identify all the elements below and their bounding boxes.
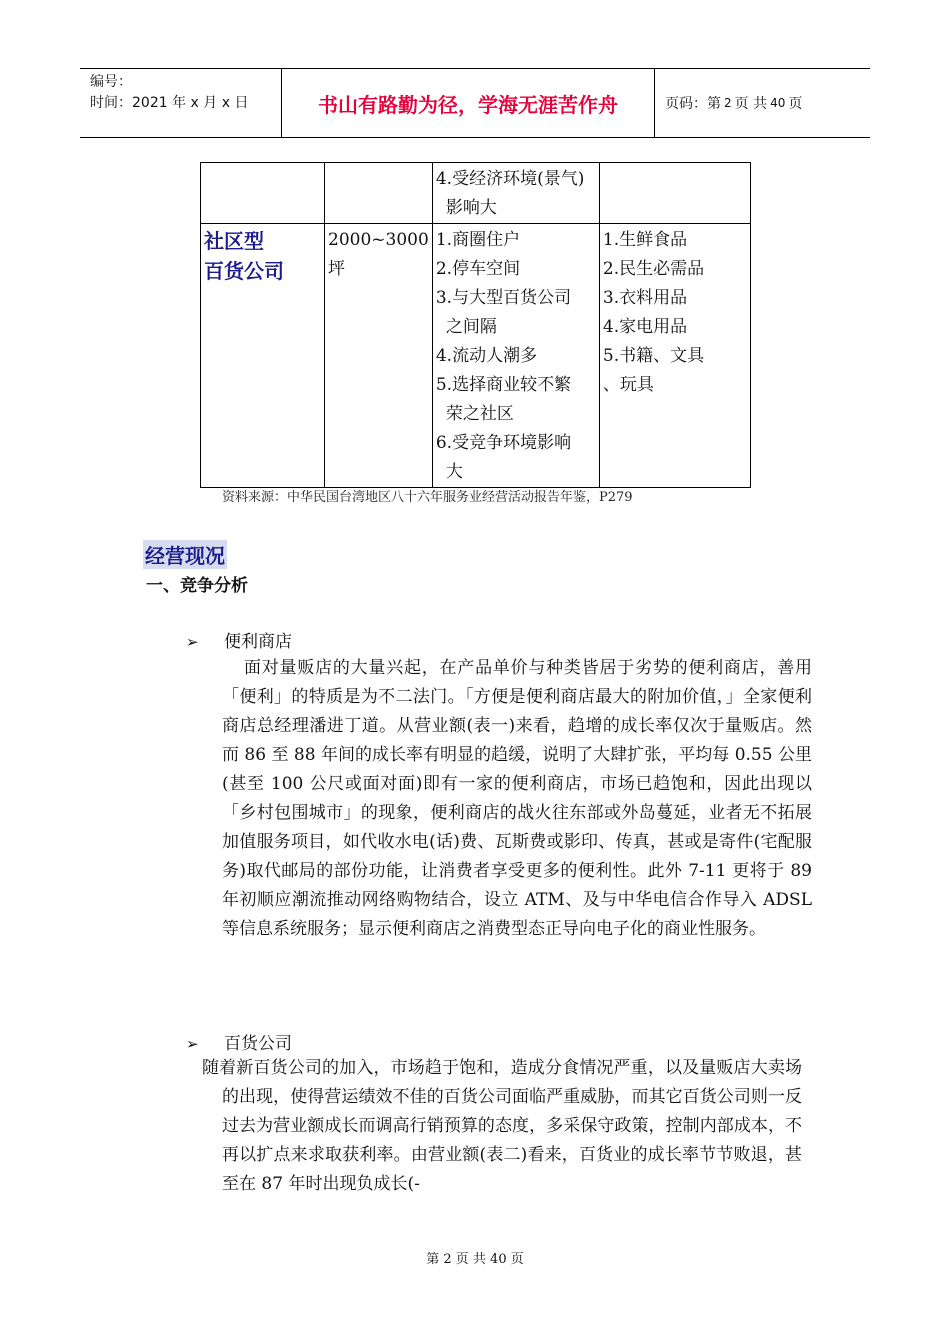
paragraph-department-store: 随着新百货公司的加入，市场趋于饱和，造成分食情况严重，以及量贩店大卖场的出现，使得营运绩效不佳的百货公司面临严重威胁，而其它百货公司则一反过去为营业额成长而调高行销预算的态度，多采保守政策，控制内部成本，不再以扩点来求取获利率。由营业额(表二)看来，百货业的成长率节节败退，甚至在 87 年时出现负成长(- [202,1058,802,1194]
bullet-department-store [186,1029,292,1054]
bullet-convenience-store [186,627,292,652]
table-cell [201,163,325,224]
header-motto: 书山有路勤为径，学海无涯苦作舟 [282,69,655,137]
page-prefix: 页码：第 [665,96,721,112]
paragraph-convenience-store: 面对量贩店的大量兴起，在产品单价与种类皆居于劣势的便利商店，善用「便利」的特质是为不二法门。「方便是便利商店最大的附加价值，」全家便利商店总经理潘进丁道。从营业额(表一)来看，趋增的成长率仅次于量贩店。然而 86 至 88 年间的成长率有明显的趋缓，说明了大肆扩张，平均每 0.55 公里(甚至 100 公尺或面对面)即有一家的便利商店，市场已趋饱和，因此出现以「乡村包围城市」的现象，便利商店的战火往东部或外岛蔓延，业者无不拓展加值服务项目，如代收水电(话)费、瓦斯费或影印、传真，甚或是寄件(宅配服务)取代邮局的部份功能，让消费者享受更多的便利性。此外 7-11 更将于 89 年初顺应潮流推动网络购物结合，设立 ATM、及与中华电信合作导入 ADSL 等信息系统服务；显示便利商店之消费型态正导向电子化的商业性服务。 [222,658,812,939]
table-cell-area [325,224,433,488]
condition-line: 4.流动人潮多 [435,346,538,366]
page-mid: 页 共 [734,96,768,112]
header-page-info [655,69,870,137]
product-line: 、玩具 [602,375,654,395]
condition-cont: 之间隔 [445,317,497,337]
table-row [201,163,751,224]
condition-cont: 大 [445,462,463,482]
table-cell [599,163,750,224]
page-header [80,68,870,138]
condition-line: 6.受竞争环境影响 [435,433,572,453]
product-line: 1.生鲜食品 [602,230,688,250]
subsection-title: 一、竞争分析 [146,576,248,596]
condition-line: 4.受经济环境(景气) [435,169,585,189]
bullet-title: 便利商店 [224,632,292,652]
arrow-bullet-icon: ➢ [186,1035,199,1053]
page-total: 40 [770,96,786,110]
arrow-bullet-icon: ➢ [186,633,199,651]
condition-line: 3.与大型百货公司 [435,288,572,308]
table-source-note: 资料来源：中华民国台湾地区八十六年服务业经营活动报告年鉴，P279 [222,490,633,505]
table-cell-products [599,224,750,488]
bullet-title: 百货公司 [224,1034,292,1054]
condition-cont: 荣之社区 [445,404,514,424]
section-title: 经营现况 [143,540,227,569]
condition-line: 1.商圈住户 [435,230,521,250]
condition-line: 2.停车空间 [435,259,521,279]
condition-cont: 影响大 [445,198,497,218]
condition-line: 5.选择商业较不繁 [435,375,572,395]
area-value: 2000~3000 [328,230,429,250]
header-number: 编号： [90,74,132,90]
product-line: 4.家电用品 [602,317,688,337]
table-cell-conditions [432,224,599,488]
page-footer: 第 2 页 共 40 页 [426,1252,524,1267]
header-time: 时间：2021 年 x 月 x 日 [90,95,249,111]
store-type-table [200,162,751,488]
page-suffix: 页 [788,96,803,112]
header-meta [80,69,282,137]
product-line: 2.民生必需品 [602,259,705,279]
type-name-line1: 社区型 [204,229,264,253]
page-current: 2 [724,96,732,110]
type-name-line2: 百货公司 [204,259,284,283]
table-cell [432,163,599,224]
product-line: 5.书籍、文具 [602,346,705,366]
table-cell-type [201,224,325,488]
table-cell [325,163,433,224]
table-row [201,224,751,488]
product-line: 3.衣料用品 [602,288,688,308]
area-unit: 坪 [328,259,346,279]
